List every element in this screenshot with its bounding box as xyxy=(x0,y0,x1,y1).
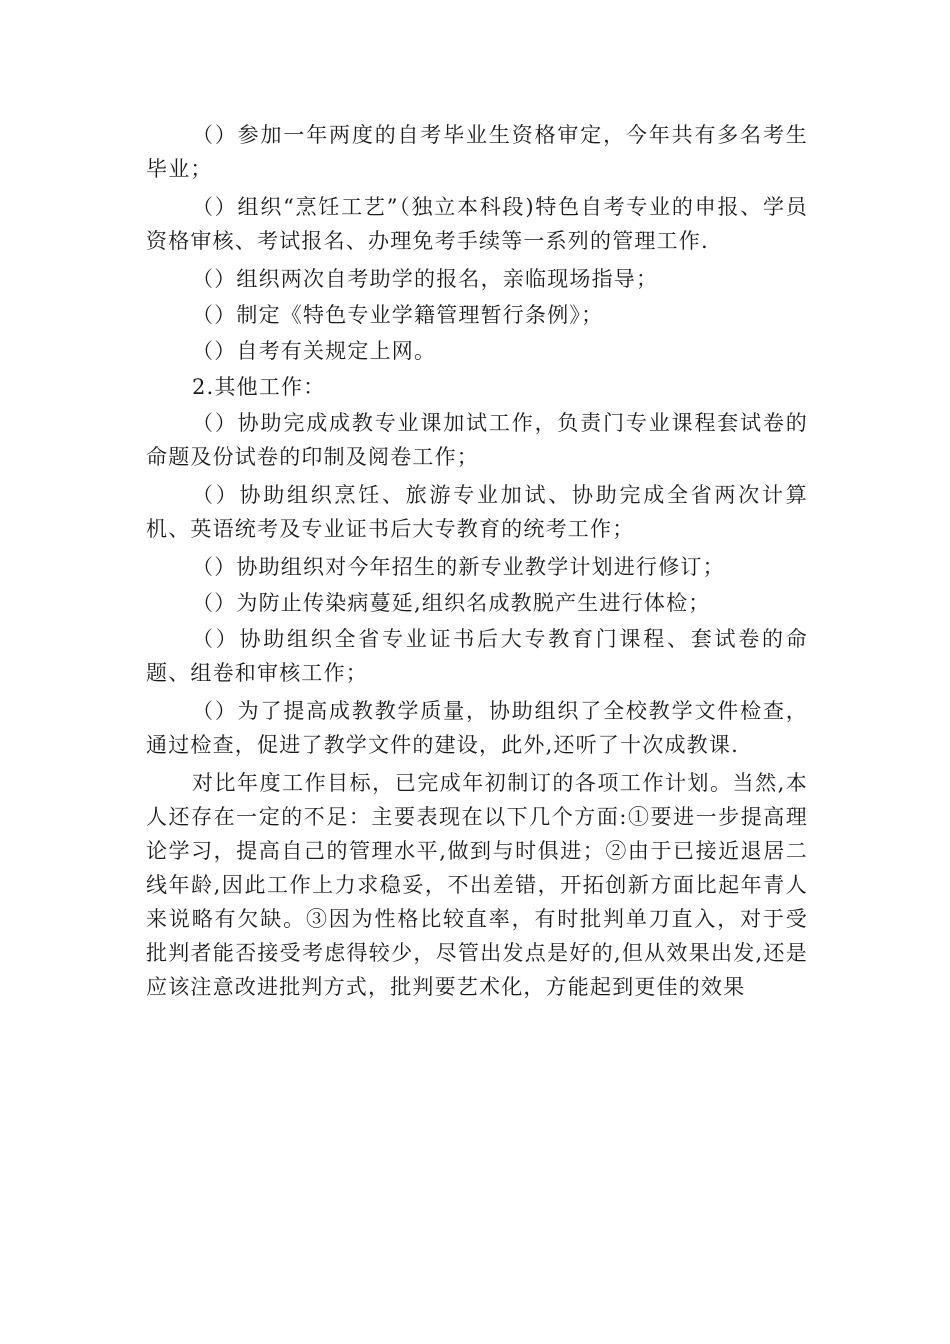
paragraph-teaching-plan: （）协助组织对今年招生的新专业教学计划进行修订； xyxy=(192,555,725,579)
section-heading-other-work: 2.其他工作： xyxy=(192,375,326,399)
paragraph-unified-exam: （）协助组织烹饪、旅游专业加试、协助完成全省两次计算机、英语统考及专业证书后大专教育的统考工作； xyxy=(146,483,808,541)
paragraph-exam-papers: （）协助组织全省专业证书后大专教育门课程、套试卷的命题、组卷和审核工作； xyxy=(146,627,808,685)
paragraph-extra-exam: （）协助完成成教专业课加试工作，负责门专业课程套试卷的命题及份试卷的印制及阅卷工作； xyxy=(146,411,808,469)
paragraph-teaching-quality: （）为了提高成教教学质量，协助组织了全校教学文件检查，通过检查，促进了教学文件的建设，此外,还听了十次成教课. xyxy=(146,699,808,757)
paragraph-summary: 对比年度工作目标，已完成年初制订的各项工作计划。当然,本人还存在一定的不足：主要表现在以下几个方面:①要进一步提高理论学习，提高自己的管理水平,做到与时俱进；②由于已接近退居二线年龄,因此工作上力求稳妥，不出差错，开拓创新方面比起年青人来说略有欠缺。③因为性格比较直率，有时批判单刀直入，对于受批判者能否接受考虑得较少，尽管出发点是好的,但从效果出发,还是应该注意改进批判方式，批判要艺术化，方能起到更佳的效果 xyxy=(146,771,808,999)
paragraph-regulations: （）制定《特色专业学籍管理暂行条例》； xyxy=(192,303,604,327)
paragraph-cooking-major: （）组织“烹饪工艺”（独立本科段)特色自考专业的申报、学员资格审核、考试报名、办理免考手续等一系列的管理工作. xyxy=(146,195,808,253)
paragraph-health-check: （）为防止传染病蔓延,组织名成教脱产生进行体检； xyxy=(192,591,711,615)
document-body xyxy=(146,118,808,1008)
paragraph-study-aid: （）组织两次自考助学的报名，亲临现场指导； xyxy=(192,267,659,291)
paragraph-online: （）自考有关规定上网。 xyxy=(192,339,437,363)
paragraph-exam-qualification: （）参加一年两度的自考毕业生资格审定，今年共有多名考生毕业； xyxy=(146,123,808,181)
